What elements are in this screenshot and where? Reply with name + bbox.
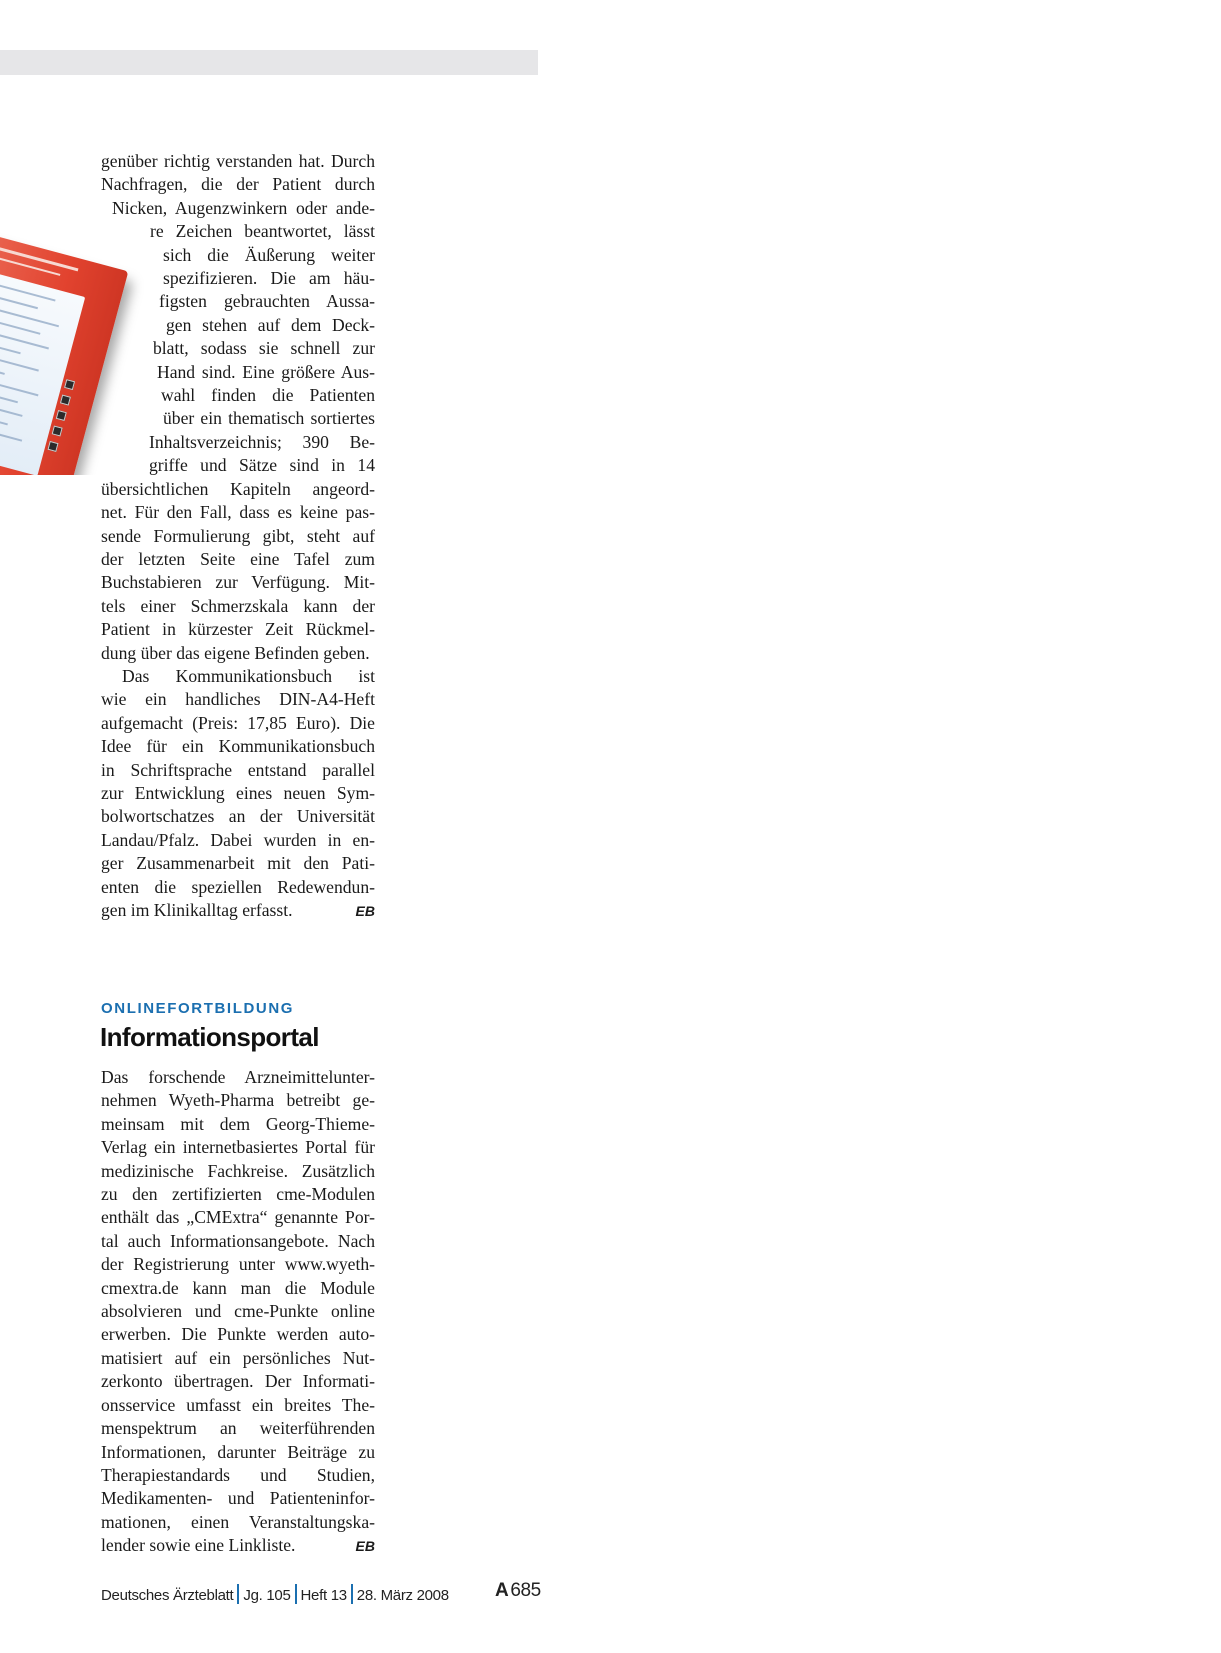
text-line: meinsam mit dem Georg-Thieme- bbox=[101, 1113, 375, 1134]
text-line: enthält das „CMExtra“ genannte Por- bbox=[101, 1207, 375, 1228]
text-line: Patient in kürzester Zeit Rückmel- bbox=[101, 619, 375, 640]
text-line: re Zeichen beantwortet, lässt bbox=[150, 221, 375, 242]
text-line: ger Zusammenarbeit mit den Pati- bbox=[101, 853, 375, 874]
text-line: tels einer Schmerzskala kann der bbox=[101, 595, 375, 616]
text-line: zu den zertifizierten cme-Modulen bbox=[101, 1184, 375, 1205]
text-line: aufgemacht (Preis: 17,85 Euro). Die bbox=[101, 712, 375, 733]
text-line-content: lender sowie eine Linkliste. bbox=[101, 1535, 296, 1556]
text-line bbox=[101, 1534, 375, 1557]
footer-separator bbox=[237, 1584, 239, 1604]
page-prefix: A bbox=[495, 1580, 509, 1601]
text-line: dung über das eigene Befinden geben. bbox=[101, 642, 370, 663]
article-headline: Informationsportal bbox=[100, 1022, 319, 1052]
booklet-text-line bbox=[0, 271, 56, 301]
text-line: Nachfragen, die der Patient durch bbox=[101, 174, 375, 195]
text-line: zerkonto übertragen. Der Informati- bbox=[101, 1371, 375, 1392]
text-line: Therapiestandards und Studien, bbox=[101, 1464, 375, 1485]
article-continuation bbox=[101, 150, 375, 922]
text-line: Informationen, darunter Beiträge zu bbox=[101, 1441, 375, 1462]
page-footer bbox=[101, 1584, 449, 1604]
text-line: wahl finden die Patienten bbox=[161, 385, 375, 406]
text-line: enten die speziellen Redewendun- bbox=[101, 876, 375, 897]
booklet-text-line bbox=[0, 352, 5, 375]
booklet-page bbox=[0, 259, 85, 475]
text-line: griffe und Sätze sind in 14 bbox=[149, 455, 375, 476]
text-line: cmextra.de kann man die Module bbox=[101, 1277, 375, 1298]
text-line: spezifizieren. Die am häu- bbox=[163, 268, 375, 289]
text-line: matisiert auf ein persönliches Nut- bbox=[101, 1347, 375, 1368]
text-line: sich die Äußerung weiter bbox=[163, 244, 375, 265]
text-line-content: gen im Klinikalltag erfasst. bbox=[101, 900, 293, 920]
section-kicker: ONLINEFORTBILDUNG bbox=[101, 1000, 295, 1017]
text-line: blatt, sodass sie schnell zur bbox=[153, 338, 375, 359]
journal-issue: Heft 13 bbox=[300, 1587, 347, 1604]
text-line: zur Entwicklung eines neuen Sym- bbox=[101, 782, 375, 803]
journal-volume: Jg. 105 bbox=[243, 1587, 291, 1604]
text-line: wie ein handliches DIN-A4-Heft bbox=[101, 689, 375, 710]
text-line: onsservice umfasst ein breites The- bbox=[101, 1394, 375, 1415]
journal-date: 28. März 2008 bbox=[356, 1587, 449, 1604]
text-line: nehmen Wyeth-Pharma betreibt ge- bbox=[101, 1090, 375, 1111]
text-line: gen stehen auf dem Deck- bbox=[166, 314, 375, 335]
booklet-tab-icon bbox=[52, 425, 63, 436]
text-line: Hand sind. Eine größere Aus- bbox=[157, 361, 375, 382]
text-line: bolwortschatzes an der Universität bbox=[101, 806, 375, 827]
text-line: Inhaltsverzeichnis; 390 Be- bbox=[149, 431, 375, 452]
booklet-text-line bbox=[0, 329, 21, 354]
text-line: Das forschende Arzneimittelunter- bbox=[101, 1067, 375, 1087]
text-line: Medikamenten- und Patienteninfor- bbox=[101, 1488, 375, 1509]
booklet-tab-icon bbox=[47, 441, 58, 452]
author-signature: EB bbox=[355, 903, 375, 919]
page-number bbox=[495, 1580, 541, 1602]
text-line: erwerben. Die Punkte werden auto- bbox=[101, 1324, 375, 1345]
booklet-title-bar bbox=[0, 235, 78, 272]
header-band bbox=[0, 50, 538, 75]
text-line: der Registrierung unter www.wyeth- bbox=[101, 1254, 375, 1275]
page-number-value: 685 bbox=[510, 1580, 541, 1601]
text-line: menspektrum an weiterführenden bbox=[101, 1418, 375, 1439]
text-line: sende Formulierung gibt, steht auf bbox=[101, 525, 375, 546]
footer-separator bbox=[351, 1584, 353, 1604]
text-line: Buchstabieren zur Verfügung. Mit- bbox=[101, 572, 375, 593]
booklet-tab-icon bbox=[56, 410, 67, 421]
text-line: net. Für den Fall, dass es keine pas- bbox=[101, 502, 375, 523]
booklet-tab-icon bbox=[60, 395, 71, 406]
text-line: mationen, einen Veranstaltungska- bbox=[101, 1511, 375, 1532]
text-line: über ein thematisch sortiertes bbox=[163, 408, 375, 429]
booklet-tab-icon bbox=[64, 379, 75, 390]
text-line: Verlag ein internetbasiertes Portal für bbox=[101, 1137, 375, 1158]
text-line: genüber richtig verstanden hat. Durch bbox=[101, 151, 375, 171]
text-line: figsten gebrauchten Aussa- bbox=[159, 291, 375, 312]
journal-name: Deutsches Ärzteblatt bbox=[101, 1587, 234, 1604]
author-signature: EB bbox=[355, 1538, 375, 1555]
text-line: Das Kommunikationsbuch ist bbox=[122, 665, 375, 686]
footer-separator bbox=[295, 1584, 297, 1604]
text-line: übersichtlichen Kapiteln angeord- bbox=[101, 478, 375, 499]
text-line: tal auch Informationsangebote. Nach bbox=[101, 1230, 375, 1251]
article-body bbox=[101, 1066, 375, 1558]
text-line: in Schriftsprache entstand parallel bbox=[101, 759, 375, 780]
text-line: absolvieren und cme-Punkte online bbox=[101, 1301, 375, 1322]
text-line bbox=[101, 899, 375, 922]
text-line: Nicken, Augenzwinkern oder ande- bbox=[112, 197, 375, 218]
text-line: der letzten Seite eine Tafel zum bbox=[101, 548, 375, 569]
text-line: Landau/Pfalz. Dabei wurden in en- bbox=[101, 829, 375, 850]
text-line: Idee für ein Kommunikationsbuch bbox=[101, 736, 375, 757]
text-line: medizinische Fachkreise. Zusätzlich bbox=[101, 1160, 375, 1181]
